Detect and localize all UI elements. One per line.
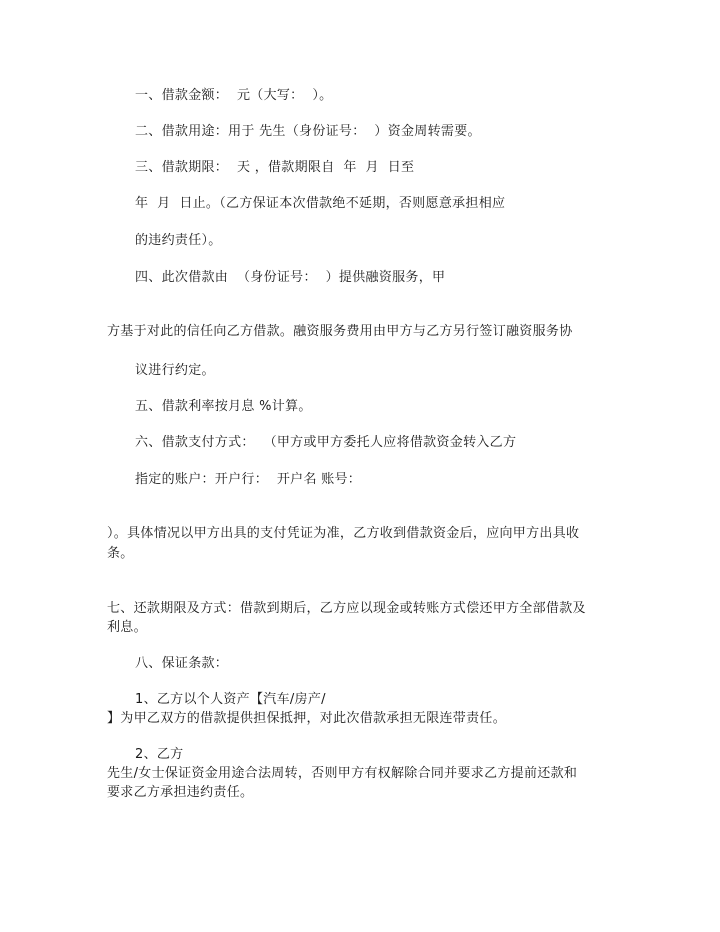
clause-8-item-2-cont: 先生/女士保证资金用途合法周转，否则甲方有权解除合同并要求乙方提前还款和 [107, 766, 578, 781]
clause-3-term-end: 的违约责任）。 [135, 233, 222, 248]
clause-8-item-1: 1、乙方以个人资产【汽车/房产/ [135, 692, 326, 707]
clause-7-repayment: 七、还款期限及方式：借款到期后，乙方应以现金或转账方式偿还甲方全部借款及 [107, 601, 586, 616]
clause-1-amount: 一、借款金额： 元（大写： ）。 [135, 88, 333, 103]
clause-6-account: 指定的账户：开户行： 开户名 账号： [135, 472, 362, 487]
clause-2-purpose: 二、借款用途：用于 先生（身份证号： ）资金周转需要。 [135, 124, 481, 139]
clause-4-service-end: 议进行约定。 [135, 363, 215, 378]
clause-6-payment: 六、借款支付方式： （甲方或甲方委托人应将借款资金转入乙方 [135, 435, 517, 450]
clause-3-term-cont: 年 月 日止。（乙方保证本次借款绝不延期，否则愿意承担相应 [135, 196, 506, 211]
clause-8-item-2-end: 要求乙方承担违约责任。 [107, 785, 254, 800]
clause-4-service: 四、此次借款由 （身份证号： ）提供融资服务，甲 [135, 270, 446, 285]
clause-8-guarantee-heading: 八、保证条款： [135, 656, 229, 671]
clause-3-term: 三、借款期限： 天 ，借款期限自 年 月 日至 [135, 160, 415, 175]
clause-7-repayment-end: 利息。 [107, 620, 147, 635]
clause-8-item-2: 2、乙方 [135, 747, 184, 762]
clause-8-item-1-cont: 】为甲乙双方的借款提供担保抵押，对此次借款承担无限连带责任。 [107, 711, 507, 726]
clause-4-service-cont: 方基于对此的信任向乙方借款。融资服务费用由甲方与乙方另行签订融资服务协 [107, 324, 573, 339]
clause-5-interest: 五、借款利率按月息 %计算。 [135, 399, 312, 414]
clause-6-payment-cont: ）。具体情况以甲方出具的支付凭证为准，乙方收到借款资金后，应向甲方出具收 [107, 526, 580, 541]
clause-6-payment-end: 条。 [107, 546, 134, 561]
